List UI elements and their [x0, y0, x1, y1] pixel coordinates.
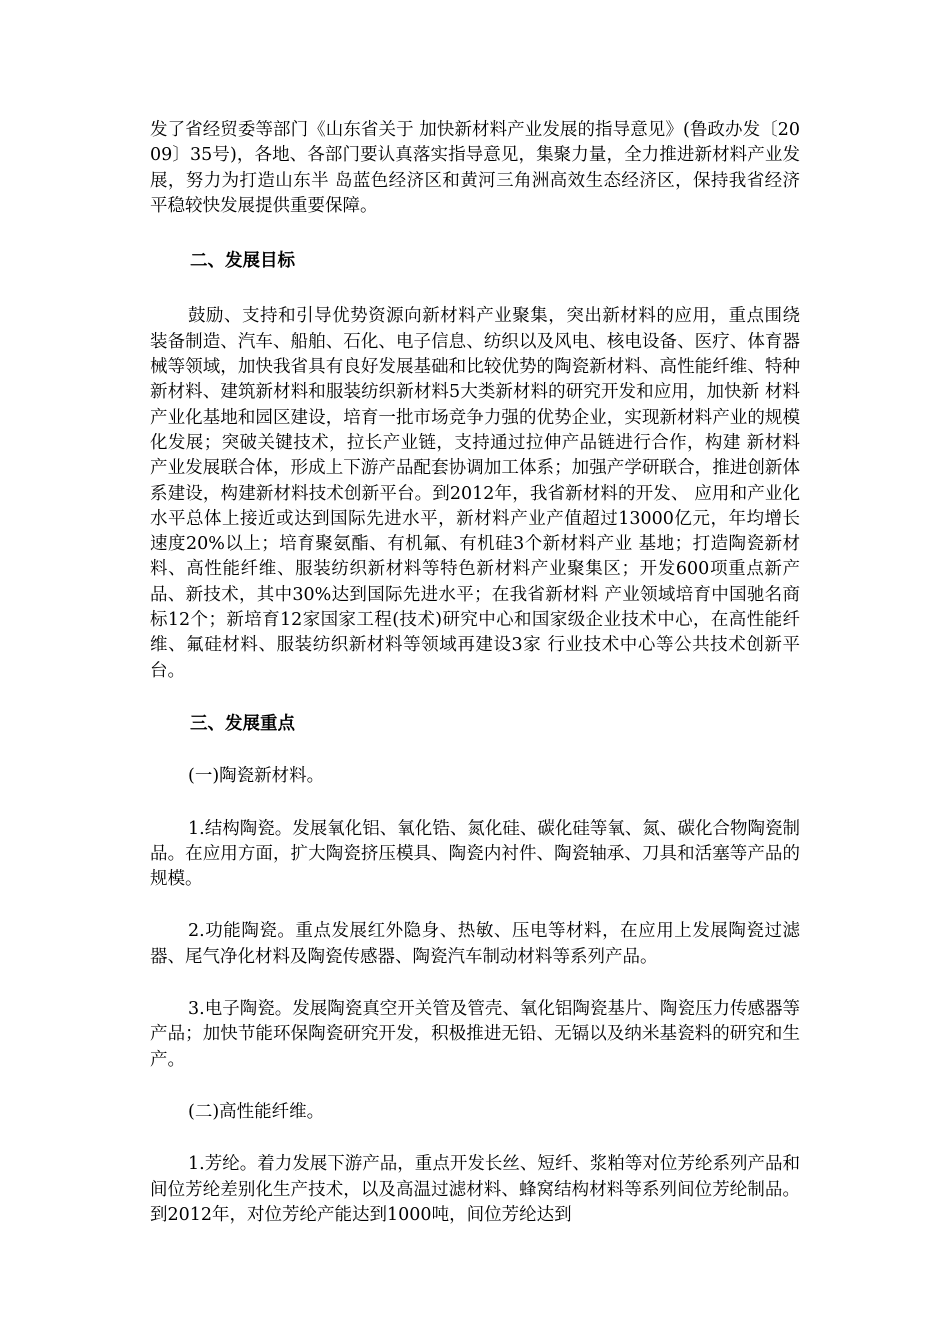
section-heading-development-goals: 二、发展目标: [190, 251, 295, 272]
paragraph-electronic-ceramics: 3.电子陶瓷。发展陶瓷真空开关管及管壳、氧化铝陶瓷基片、陶瓷压力传感器等产品；加快节能环保陶瓷研究开发，积极推进无铅、无镉以及纳米基瓷料的研究和生产。: [150, 999, 800, 1070]
paragraph-functional-ceramics: 2.功能陶瓷。重点发展红外隐身、热敏、压电等材料，在应用上发展陶瓷过滤器、尾气净化材料及陶瓷传感器、陶瓷汽车制动材料等系列产品。: [150, 921, 800, 967]
subsection-ceramic-materials: (一)陶瓷新材料。: [188, 766, 325, 787]
subsection-high-performance-fiber: (二)高性能纤维。: [188, 1101, 325, 1122]
document-page: [150, 118, 800, 1228]
paragraph-structural-ceramics: 1.结构陶瓷。发展氧化铝、氧化锆、氮化硅、碳化硅等氧、氮、碳化合物陶瓷制品。在应用方面，扩大陶瓷挤压模具、陶瓷内衬件、陶瓷轴承、刀具和活塞等产品的规模。: [150, 818, 800, 890]
paragraph-intro: 发了省经贸委等部门《山东省关于 加快新材料产业发展的指导意见》(鲁政办发〔2009〕35号)，各地、各部门要认真落实指导意见，集聚力量，全力推进新材料产业发展，努力为打造山东半 岛蓝色经济区和黄河三角洲高效生态经济区，保持我省经济平稳较快发展提供重要保障。: [150, 120, 800, 216]
section-heading-development-focus: 三、发展重点: [190, 713, 295, 734]
paragraph-development-goals: 鼓励、支持和引导优势资源向新材料产业聚集，突出新材料的应用，重点围绕装备制造、汽车、船舶、石化、电子信息、纺织以及风电、核电设备、医疗、体育器 械等领域，加快我省具有良好发展基础和比较优势的陶瓷新材料、高性能纤维、特种新材料、建筑新材料和服装纺织新材料5大类新材料的研究开发和应用，加快新 材料产业化基地和园区建设，培育一批市场竞争力强的优势企业，实现新材料产业的规模化发展；突破关键技术，拉长产业链，支持通过拉伸产品链进行合作，构建 新材料产业发展联合体，形成上下游产品配套协调加工体系；加强产学研联合，推进创新体系建设，构建新材料技术创新平台。到2012年，我省新材料的开发、 应用和产业化水平总体上接近或达到国际先进水平，新材料产业产值超过13000亿元，年均增长速度20%以上；培育聚氨酯、有机氟、有机硅3个新材料产业 基地；打造陶瓷新材料、高性能纤维、服装纺织新材料等特色新材料产业聚集区；开发600项重点新产品、新技术，其中30%达到国际先进水平；在我省新材料 产业领域培育中国驰名商标12个；新培育12家国家工程(技术)研究中心和国家级企业技术中心，在高性能纤维、氟硅材料、服装纺织新材料等领域再建设3家 行业技术中心等公共技术创新平台。: [150, 306, 800, 681]
paragraph-aramid: 1.芳纶。着力发展下游产品，重点开发长丝、短纤、浆粕等对位芳纶系列产品和间位芳纶差别化生产技术，以及高温过滤材料、蜂窝结构材料等系列间位芳纶制品。到2012年，对位芳纶产能达到1000吨，间位芳纶达到: [150, 1154, 800, 1225]
